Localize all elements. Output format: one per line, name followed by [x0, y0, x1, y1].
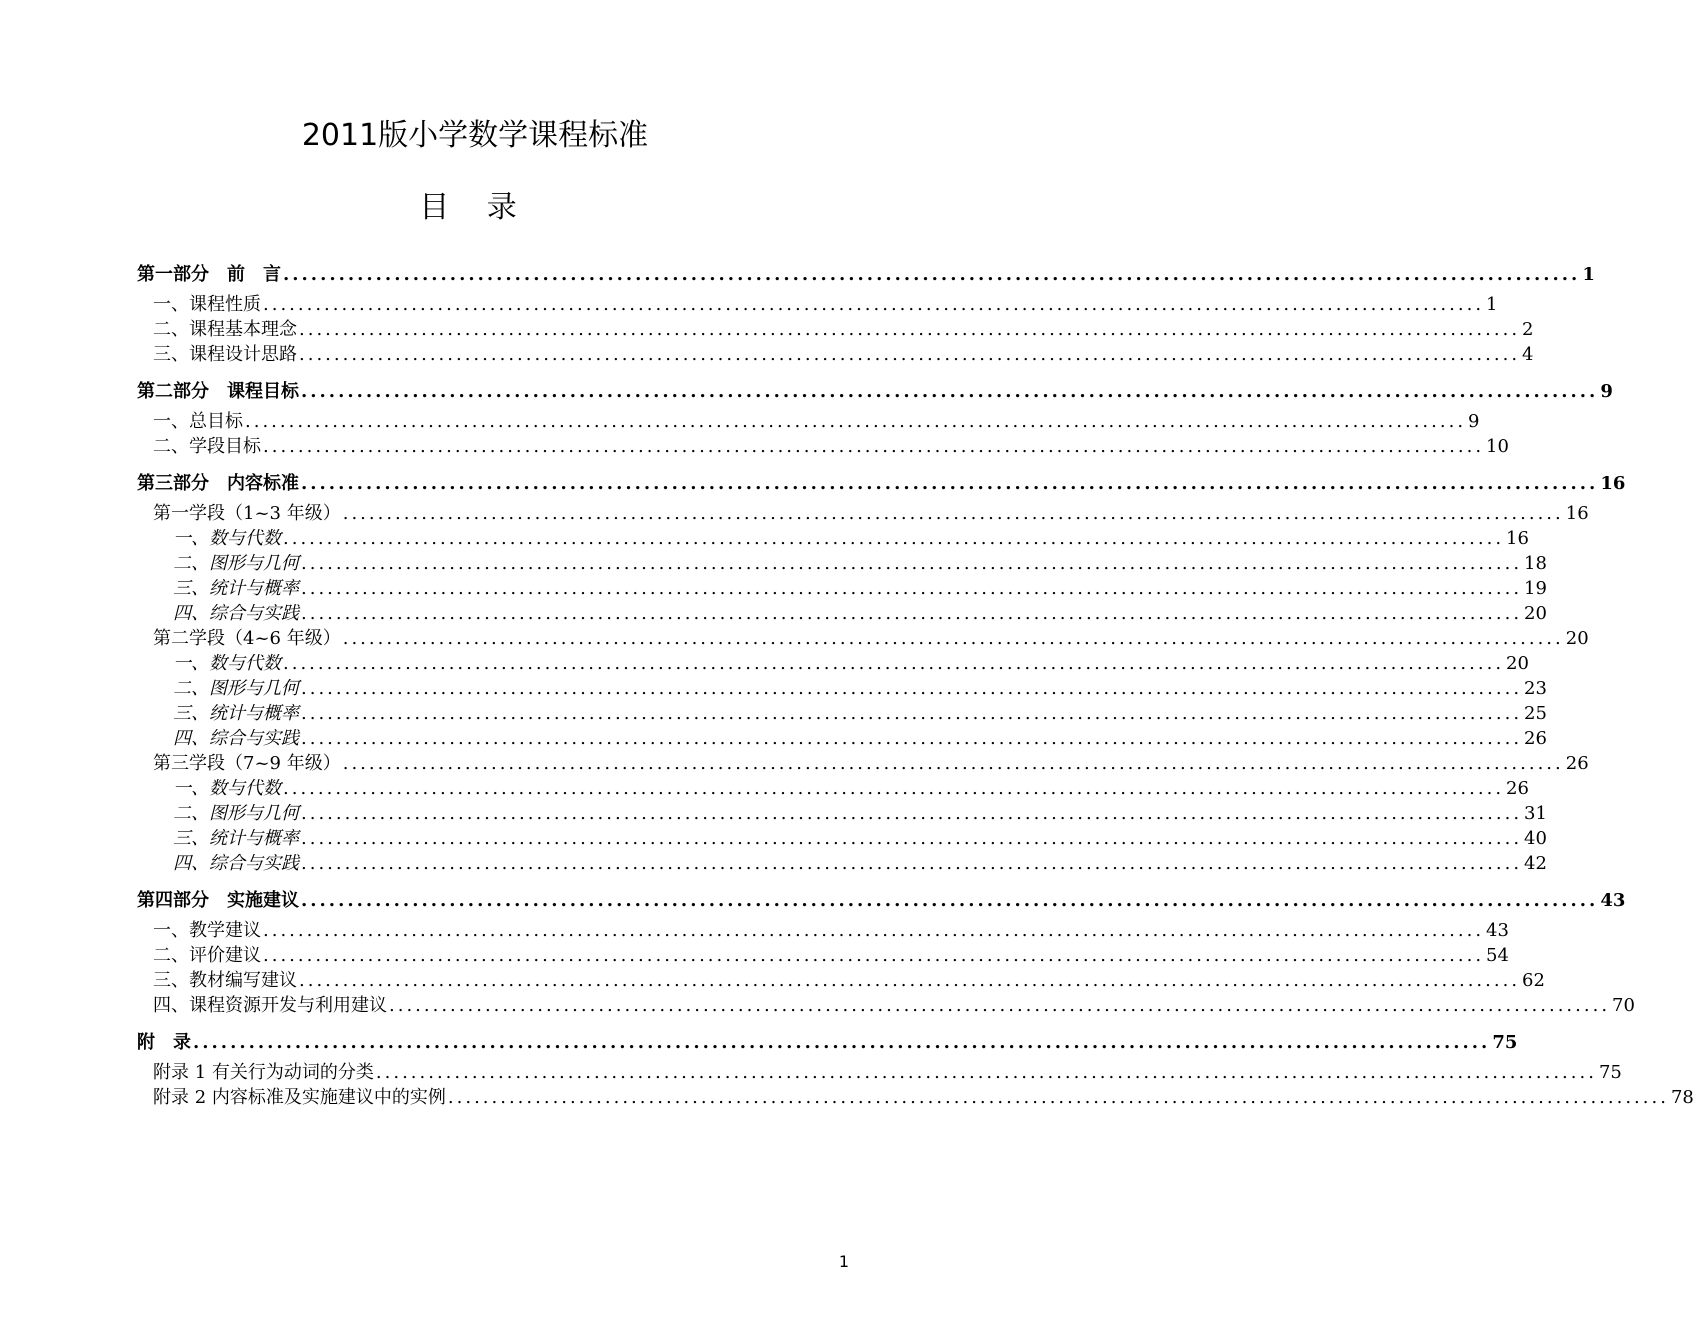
toc-entry[interactable] — [137, 576, 1547, 601]
toc-entry[interactable] — [137, 526, 1529, 551]
toc-leader-dots: ............................................................................................................................................ — [301, 703, 1523, 724]
toc-entry-page: 26 — [1506, 778, 1529, 799]
toc-entry-page: 25 — [1524, 703, 1547, 724]
toc-entry[interactable] — [137, 851, 1547, 876]
toc-entry[interactable] — [137, 776, 1529, 801]
toc-leader-dots: ............................................................................................................................................ — [283, 264, 1581, 285]
toc-entry-label: 一、课程性质 — [153, 294, 261, 315]
toc-entry-page: 42 — [1524, 853, 1547, 874]
toc-leader-dots: ............................................................................................................................................ — [301, 803, 1523, 824]
toc-entry-page: 23 — [1524, 678, 1547, 699]
toc-leader-dots: ............................................................................................................................................ — [342, 503, 1564, 524]
toc-entry-page: 1 — [1486, 294, 1498, 315]
toc-entry-label: 第三学段（7~9 年级） — [153, 753, 341, 774]
toc-entry[interactable] — [137, 342, 1534, 367]
toc-entry[interactable] — [137, 434, 1509, 459]
toc-leader-dots: ............................................................................................................................................ — [342, 628, 1564, 649]
toc-entry-label: 一、数与代数 — [173, 653, 281, 674]
toc-entry[interactable] — [137, 651, 1529, 676]
toc-entry-label: 三、统计与概率 — [173, 578, 299, 599]
toc-entry-label: 一、数与代数 — [173, 528, 281, 549]
toc-entry-page: 20 — [1506, 653, 1529, 674]
toc-entry-page: 18 — [1524, 553, 1547, 574]
toc-leader-dots: ............................................................................................................................................ — [263, 920, 1485, 941]
toc-entry-label: 二、课程基本理念 — [153, 319, 297, 340]
toc-entry-page: 2 — [1522, 319, 1534, 340]
toc-entry-label: 三、教材编写建议 — [153, 970, 297, 991]
toc-entry-label: 一、数与代数 — [173, 778, 281, 799]
toc-entry[interactable] — [137, 409, 1480, 434]
toc-entry-page: 75 — [1492, 1032, 1518, 1053]
toc-entry-label: 四、综合与实践 — [173, 853, 299, 874]
table-of-contents — [137, 258, 1694, 1110]
toc-entry-label: 第四部分 实施建议 — [137, 890, 299, 911]
toc-entry-label: 第二部分 课程目标 — [137, 381, 299, 402]
toc-entry-label: 二、学段目标 — [153, 436, 261, 457]
toc-entry[interactable] — [137, 1060, 1622, 1085]
toc-entry[interactable] — [137, 467, 1626, 501]
toc-leader-dots: ............................................................................................................................................ — [245, 411, 1467, 432]
toc-entry-page: 19 — [1524, 578, 1547, 599]
toc-entry-page: 1 — [1582, 264, 1595, 285]
toc-entry[interactable] — [137, 1026, 1518, 1060]
document-title: 2011版小学数学课程标准 — [301, 118, 649, 153]
toc-entry-label: 三、统计与概率 — [173, 703, 299, 724]
toc-leader-dots: ............................................................................................................................................ — [301, 728, 1523, 749]
toc-entry-page: 78 — [1670, 1087, 1694, 1108]
toc-entry-page: 31 — [1524, 803, 1547, 824]
toc-entry-page: 20 — [1565, 628, 1589, 649]
toc-entry-page: 70 — [1612, 995, 1635, 1016]
toc-entry-page: 54 — [1486, 945, 1509, 966]
toc-entry-label: 二、图形与几何 — [173, 678, 299, 699]
toc-entry-page: 16 — [1506, 528, 1529, 549]
toc-entry-label: 三、统计与概率 — [173, 828, 299, 849]
toc-leader-dots: ............................................................................................................................................ — [283, 778, 1505, 799]
toc-heading: 目 录 — [419, 190, 531, 225]
toc-entry[interactable] — [137, 292, 1498, 317]
toc-entry-page: 43 — [1600, 890, 1626, 911]
toc-leader-dots: ............................................................................................................................................ — [283, 653, 1505, 674]
toc-entry-label: 四、综合与实践 — [173, 728, 299, 749]
toc-leader-dots: ............................................................................................................................................ — [299, 344, 1521, 365]
toc-entry-label: 四、课程资源开发与利用建议 — [153, 995, 387, 1016]
toc-entry-page: 43 — [1486, 920, 1509, 941]
toc-entry[interactable] — [137, 601, 1547, 626]
toc-leader-dots: ............................................................................................................................................ — [301, 578, 1523, 599]
toc-entry-label: 三、课程设计思路 — [153, 344, 297, 365]
toc-entry[interactable] — [137, 968, 1545, 993]
toc-entry[interactable] — [137, 993, 1635, 1018]
toc-entry-page: 9 — [1600, 381, 1613, 402]
toc-leader-dots: ............................................................................................................................................ — [301, 828, 1523, 849]
toc-entry[interactable] — [137, 551, 1547, 576]
toc-entry[interactable] — [137, 726, 1547, 751]
toc-entry[interactable] — [137, 701, 1547, 726]
toc-leader-dots: ............................................................................................................................................ — [263, 436, 1485, 457]
toc-entry-page: 40 — [1524, 828, 1547, 849]
toc-entry[interactable] — [137, 626, 1589, 651]
toc-entry-label: 附录 2 内容标准及实施建议中的实例 — [153, 1087, 446, 1108]
toc-entry-label: 二、图形与几何 — [173, 803, 299, 824]
toc-entry-page: 16 — [1600, 473, 1626, 494]
toc-entry-page: 16 — [1565, 503, 1589, 524]
toc-entry[interactable] — [137, 918, 1509, 943]
toc-entry[interactable] — [137, 751, 1589, 776]
page-number: 1 — [838, 1252, 849, 1271]
toc-entry[interactable] — [137, 501, 1589, 526]
toc-entry[interactable] — [137, 676, 1547, 701]
toc-leader-dots: ............................................................................................................................................ — [299, 319, 1521, 340]
toc-entry-page: 26 — [1524, 728, 1547, 749]
toc-entry-page: 26 — [1565, 753, 1589, 774]
toc-entry[interactable] — [137, 375, 1613, 409]
toc-entry-page: 10 — [1486, 436, 1509, 457]
toc-leader-dots: ............................................................................................................................................ — [375, 1062, 1597, 1083]
toc-leader-dots: ............................................................................................................................................ — [301, 473, 1599, 494]
toc-entry[interactable] — [137, 826, 1547, 851]
toc-entry[interactable] — [137, 1085, 1694, 1110]
toc-leader-dots: ............................................................................................................................................ — [283, 528, 1505, 549]
toc-leader-dots: ............................................................................................................................................ — [263, 294, 1485, 315]
toc-entry[interactable] — [137, 258, 1595, 292]
toc-entry-page: 62 — [1522, 970, 1545, 991]
toc-entry[interactable] — [137, 884, 1626, 918]
toc-entry[interactable] — [137, 317, 1534, 342]
toc-entry-label: 二、图形与几何 — [173, 553, 299, 574]
toc-leader-dots: ............................................................................................................................................ — [389, 995, 1611, 1016]
toc-entry-label: 一、总目标 — [153, 411, 243, 432]
toc-entry-page: 9 — [1468, 411, 1480, 432]
toc-entry-page: 20 — [1524, 603, 1547, 624]
toc-entry-label: 附录 1 有关行为动词的分类 — [153, 1062, 374, 1083]
toc-entry-label: 第二学段（4~6 年级） — [153, 628, 341, 649]
toc-entry-label: 四、综合与实践 — [173, 603, 299, 624]
toc-leader-dots: ............................................................................................................................................ — [301, 553, 1523, 574]
toc-entry[interactable] — [137, 943, 1509, 968]
toc-entry-page: 75 — [1598, 1062, 1622, 1083]
toc-entry-label: 第三部分 内容标准 — [137, 473, 299, 494]
toc-leader-dots: ............................................................................................................................................ — [342, 753, 1564, 774]
toc-entry-page: 4 — [1522, 344, 1534, 365]
toc-entry-label: 第一学段（1~3 年级） — [153, 503, 341, 524]
toc-entry-label: 附 录 — [137, 1032, 191, 1053]
toc-entry[interactable] — [137, 801, 1547, 826]
toc-leader-dots: ............................................................................................................................................ — [301, 603, 1523, 624]
toc-leader-dots: ............................................................................................................................................ — [193, 1032, 1491, 1053]
toc-leader-dots: ............................................................................................................................................ — [301, 890, 1599, 911]
toc-leader-dots: ............................................................................................................................................ — [301, 381, 1599, 402]
toc-leader-dots: ............................................................................................................................................ — [301, 853, 1523, 874]
toc-leader-dots: ............................................................................................................................................ — [263, 945, 1485, 966]
toc-leader-dots: ............................................................................................................................................ — [301, 678, 1523, 699]
toc-entry-label: 二、评价建议 — [153, 945, 261, 966]
toc-leader-dots: ............................................................................................................................................ — [447, 1087, 1669, 1108]
toc-entry-label: 一、教学建议 — [153, 920, 261, 941]
toc-entry-label: 第一部分 前 言 — [137, 264, 281, 285]
toc-leader-dots: ............................................................................................................................................ — [299, 970, 1521, 991]
